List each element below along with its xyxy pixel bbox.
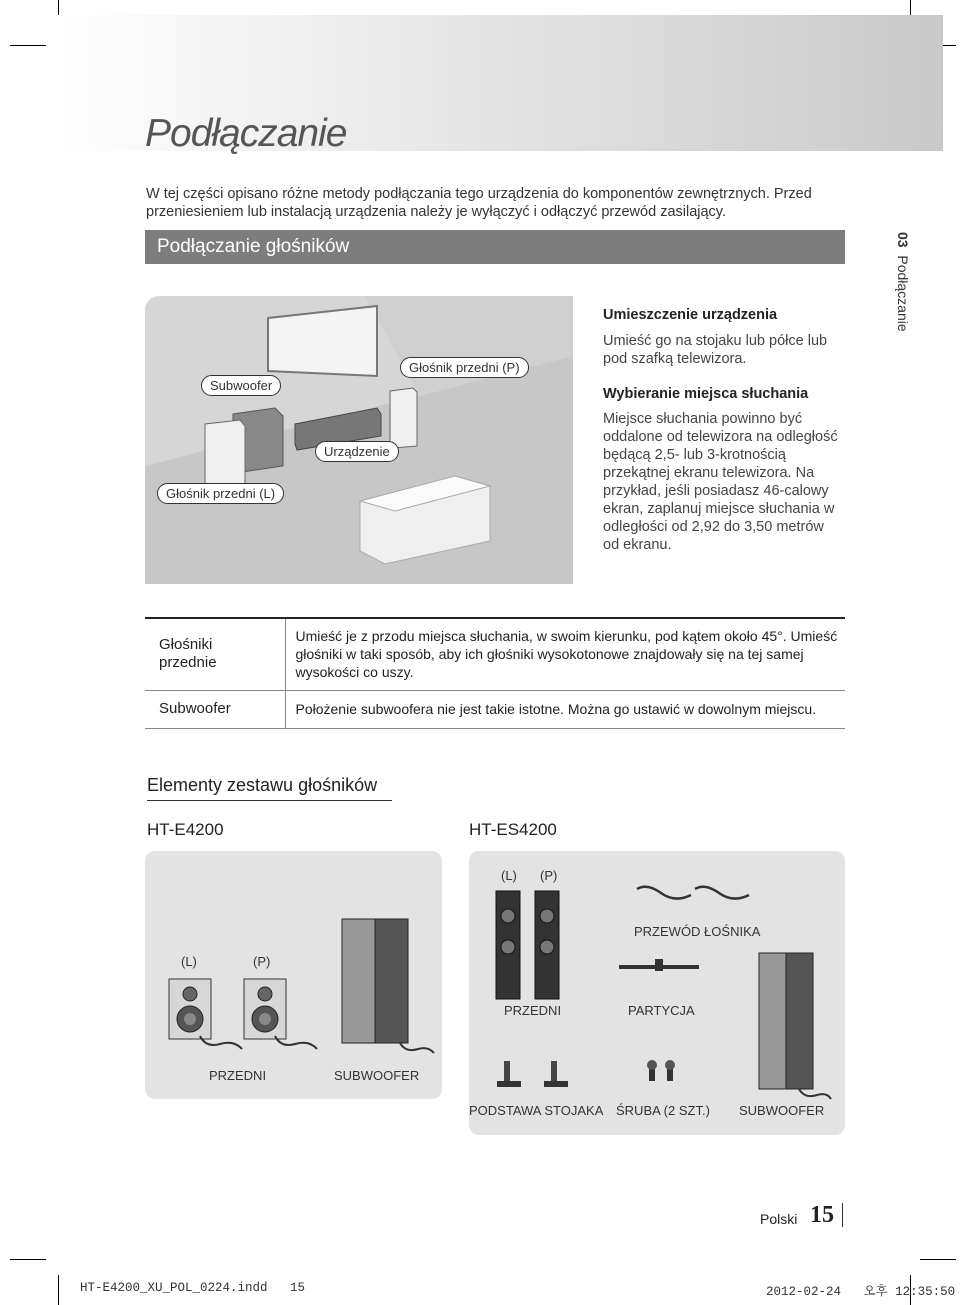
page-title: Podłączanie: [145, 112, 347, 155]
subwoofer-label: SUBWOOFER: [739, 1103, 825, 1118]
table-row: [145, 690, 845, 728]
row-label: Głośniki przednie: [145, 618, 285, 690]
intro-text: W tej części opisano różne metody podłączania tego urządzenia do komponentów zewnętrznych. Przed przeniesieniem lub instalacją urządzenia należy je wyłączyć i odłączyć przewód zasilający.: [146, 186, 812, 220]
screw-label: ŚRUBA (2 SZT.): [616, 1103, 710, 1118]
subwoofer-label: SUBWOOFER: [334, 1068, 420, 1083]
placement-text: Umieść go na stojaku lub półce lub pod szafką telewizora.: [603, 333, 828, 367]
print-file-info: HT-E4200_XU_POL_0224.indd 15: [80, 1281, 306, 1295]
cable-label: PRZEWÓD ŁOŚNIKA: [634, 924, 761, 939]
front-label: PRZEDNI: [209, 1068, 267, 1083]
model-name: HT-ES4200: [469, 820, 557, 839]
speaker-set-illustration: [145, 851, 442, 1099]
crop-mark: [58, 1275, 59, 1305]
callout-front-right: Głośnik przedni (P): [400, 357, 529, 378]
page-language: Polski: [760, 1211, 798, 1227]
components-heading: Elementy zestawu głośników: [147, 775, 392, 801]
crop-mark: [10, 1259, 46, 1260]
front-label: PRZEDNI: [504, 1003, 562, 1018]
row-text: Położenie subwoofera nie jest takie istotne. Można go ustawić w dowolnym miejscu.: [285, 690, 845, 728]
callout-front-left: Głośnik przedni (L): [157, 483, 284, 504]
panel-ht-e4200: [145, 851, 442, 1099]
page-number-divider: [842, 1203, 843, 1227]
room-illustration: [145, 296, 573, 584]
crop-mark: [920, 1259, 956, 1260]
chapter-number: 03: [895, 232, 911, 248]
partition-label: PARTYCJA: [628, 1003, 695, 1018]
panel-ht-es4200: [469, 851, 845, 1135]
section-heading: Podłączanie głośników: [145, 230, 845, 264]
page-number: 15: [810, 1202, 834, 1228]
row-label: Subwoofer: [145, 690, 285, 728]
speaker-set-illustration: [469, 851, 845, 1135]
row-text: Umieść je z przodu miejsca słuchania, w swoim kierunku, pod kątem około 45°. Umieść głośniki w taki sposób, aby ich głośniki wysokotonowe znajdowały się na tej samej wysokości co uszy.: [285, 618, 845, 690]
placement-heading: Umieszczenie urządzenia: [603, 307, 778, 323]
speaker-position-table: [145, 617, 845, 729]
model-name: HT-E4200: [147, 820, 224, 839]
stand-label: PODSTAWA STOJAKA: [469, 1103, 604, 1118]
callout-device: Urządzenie: [315, 441, 399, 462]
chapter-tab: [889, 232, 913, 362]
listening-text: Miejsce słuchania powinno być oddalone od telewizora na odległość będącą 2,5- lub 3-krotnością przekątnej ekranu telewizora. Na przykład, jeśli posiadasz 46-calowy ekran, zaplanuj miejsce słuchania w odległości od 2,92 do 3,50 metrów od ekranu.: [603, 411, 838, 553]
table-row: [145, 618, 845, 690]
listening-heading: Wybieranie miejsca słuchania: [603, 386, 809, 402]
right-label: (P): [253, 954, 271, 969]
crop-mark: [10, 45, 46, 46]
print-date-info: 2012-02-24 오후 12:35:50: [766, 1285, 956, 1299]
speaker-placement-diagram: [145, 296, 573, 584]
left-label: (L): [181, 954, 197, 969]
right-label: (P): [540, 868, 558, 883]
callout-subwoofer: Subwoofer: [201, 375, 281, 396]
chapter-label: Podłączanie: [895, 255, 911, 332]
left-label: (L): [501, 868, 517, 883]
